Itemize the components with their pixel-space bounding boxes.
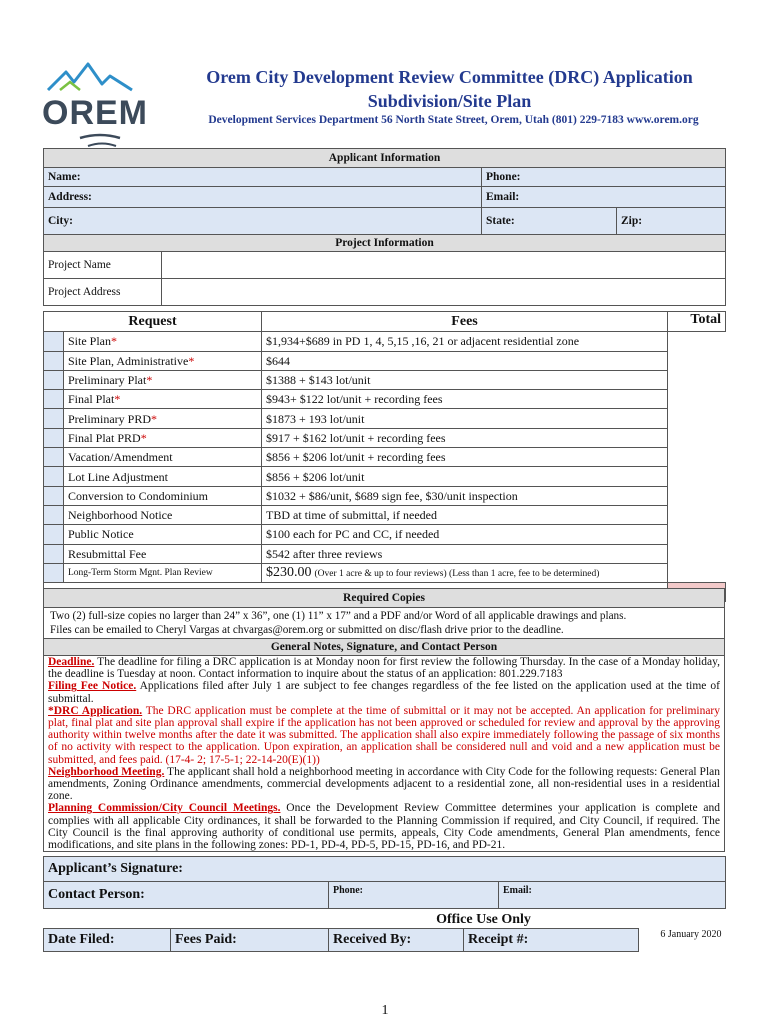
- request-checkbox[interactable]: [44, 370, 64, 389]
- notes-section-title: General Notes, Signature, and Contact Person: [44, 639, 725, 656]
- request-label: Site Plan, Administrative*: [64, 351, 262, 370]
- fees-header: Fees: [262, 312, 668, 332]
- name-field[interactable]: Name:: [44, 168, 482, 187]
- request-label: Preliminary PRD*: [64, 409, 262, 428]
- fee-row: [44, 486, 726, 505]
- request-label: Conversion to Condominium: [64, 486, 262, 505]
- project-address-label: Project Address: [44, 279, 162, 306]
- fee-amount: $856 + $206 lot/unit + recording fees: [262, 448, 668, 467]
- received-by-field[interactable]: Received By:: [329, 929, 464, 952]
- fee-storm: $230.00 (Over 1 acre & up to four reviews) (Less than 1 acre, fee to be determined): [262, 563, 668, 582]
- orem-logo: [40, 60, 170, 152]
- fee-row: [44, 428, 726, 447]
- applicant-section-title: Applicant Information: [44, 149, 726, 168]
- request-label: Vacation/Amendment: [64, 448, 262, 467]
- title-line-1: Orem City Development Review Committee (DRC) Application: [206, 67, 693, 87]
- fees-table: [43, 311, 726, 602]
- checkbox-storm[interactable]: [44, 563, 64, 582]
- svg-text:OREM: OREM: [42, 94, 148, 132]
- phone-field[interactable]: Phone:: [482, 168, 726, 187]
- request-label: Preliminary Plat*: [64, 370, 262, 389]
- office-section-title: Office Use Only: [436, 912, 531, 927]
- fee-amount: $917 + $162 lot/unit + recording fees: [262, 428, 668, 447]
- date-filed-field[interactable]: Date Filed:: [44, 929, 171, 952]
- office-use-table: [43, 912, 726, 952]
- fee-amount: $1032 + $86/unit, $689 sign fee, $30/unit inspection: [262, 486, 668, 505]
- request-label: Resubmittal Fee: [64, 544, 262, 563]
- fee-row: [44, 409, 726, 428]
- fee-row: [44, 448, 726, 467]
- contact-email-field[interactable]: Email:: [499, 882, 726, 909]
- request-checkbox[interactable]: [44, 525, 64, 544]
- address-field[interactable]: Address:: [44, 187, 482, 208]
- fee-amount: $1388 + $143 lot/unit: [262, 370, 668, 389]
- note-neighborhood: Neighborhood Meeting. The applicant shall hold a neighborhood meeting in accordance with City Code for the following requests: General Plan amendments, Zoning Ordinance amendments, commercial developments adjacent to a residential zone, all non-residential uses in a residential zone.: [48, 765, 720, 803]
- copies-notes-table: [43, 588, 725, 852]
- fee-row: [44, 390, 726, 409]
- note-deadline: Deadline. The deadline for filing a DRC application is at Monday noon for first review the following Thursday. In the case of a Monday holiday, the deadline is Tuesday at noon. Contact information to inquire about the status of an application: 801.229.7183: [48, 656, 720, 681]
- page-number: 1: [381, 1003, 389, 1018]
- contact-phone-field[interactable]: Phone:: [329, 882, 499, 909]
- request-checkbox[interactable]: [44, 544, 64, 563]
- fees-paid-field[interactable]: Fees Paid:: [171, 929, 329, 952]
- fee-amount: $644: [262, 351, 668, 370]
- request-storm: Long-Term Storm Mgnt. Plan Review: [64, 563, 262, 582]
- revision-date: 6 January 2020: [660, 928, 722, 940]
- fee-row: [44, 351, 726, 370]
- copies-text: Two (2) full-size copies no larger than 24” x 36”, one (1) 11” x 17” and a PDF and/or Word of all applicable drawings and plans. Files can be emailed to Cheryl Vargas at chvargas@orem.org or submitted on disc/flash drive prior to the deadline.: [44, 608, 725, 639]
- email-field[interactable]: Email:: [482, 187, 726, 208]
- title-line-2: Subdivision/Site Plan: [367, 91, 532, 111]
- copies-section-title: Required Copies: [44, 589, 725, 608]
- applicant-project-table: [43, 148, 726, 306]
- request-header: Request: [44, 312, 262, 332]
- request-label: Site Plan*: [64, 332, 262, 351]
- request-checkbox[interactable]: [44, 486, 64, 505]
- zip-field[interactable]: Zip:: [617, 208, 726, 235]
- project-section-title: Project Information: [44, 235, 726, 252]
- signature-field[interactable]: Applicant’s Signature:: [44, 857, 726, 882]
- fee-row: [44, 467, 726, 486]
- fee-amount: TBD at time of submittal, if needed: [262, 505, 668, 524]
- request-checkbox[interactable]: [44, 467, 64, 486]
- project-name-label: Project Name: [44, 252, 162, 279]
- fee-row: [44, 525, 726, 544]
- request-checkbox[interactable]: [44, 428, 64, 447]
- fee-row: [44, 505, 726, 524]
- fee-row: [44, 332, 726, 351]
- project-address-input[interactable]: [162, 279, 726, 306]
- request-checkbox[interactable]: [44, 505, 64, 524]
- request-checkbox[interactable]: [44, 332, 64, 351]
- fee-row: [44, 370, 726, 389]
- state-field[interactable]: State:: [482, 208, 617, 235]
- request-label: Neighborhood Notice: [64, 505, 262, 524]
- signature-table: [43, 856, 726, 909]
- mountain-logo-icon: [40, 60, 170, 152]
- request-label: Final Plat*: [64, 390, 262, 409]
- request-checkbox[interactable]: [44, 390, 64, 409]
- request-label: Final Plat PRD*: [64, 428, 262, 447]
- general-notes: [44, 656, 725, 852]
- fee-amount: $943+ $122 lot/unit + recording fees: [262, 390, 668, 409]
- note-fee: Filing Fee Notice. Applications filed after July 1 are subject to fee changes regardless of the fee listed on the application used at the time of submittal.: [48, 680, 721, 705]
- request-checkbox[interactable]: [44, 351, 64, 370]
- request-label: Lot Line Adjustment: [64, 467, 262, 486]
- fee-amount: $1873 + 193 lot/unit: [262, 409, 668, 428]
- note-planning: Planning Commission/City Council Meetings. Once the Development Review Committee determines your application is complete and complies with all applicable City ordinances, it shall be forwarded to the Planning Commission if required, and City Council, if required. The City Council is the final approving authority of conditional use permits, appeals, City Code amendments, General Plan amendments, fence modifications, and site plans in the following zones: PD-1, PD-4, PD-5, PD-15, PD-16, and PD-21.: [48, 802, 720, 852]
- contact-person-field[interactable]: Contact Person:: [44, 882, 329, 909]
- request-label: Public Notice: [64, 525, 262, 544]
- total-header: Total: [668, 312, 726, 332]
- request-checkbox[interactable]: [44, 409, 64, 428]
- fee-amount: $1,934+$689 in PD 1, 4, 5,15 ,16, 21 or adjacent residential zone: [262, 332, 668, 351]
- note-drc: *DRC Application. The DRC application must be complete at the time of submittal or it may not be accepted. An application for preliminary plat, final plat and site plan approval shall expire if the application has not been approved or scheduled for review and approval by the approving authority within twelve months after the date it was submitted. The application shall also expire immediately following the passage of six months of no activity with respect to the application. Upon expiration, an application shall be considered null and void and a new application must be submitted, and fees paid. (17-4- 2; 17-5-1; 22-14-20(E)(1)): [48, 704, 721, 766]
- fee-amount: $856 + $206 lot/unit: [262, 467, 668, 486]
- city-field[interactable]: City:: [44, 208, 482, 235]
- receipt-field[interactable]: Receipt #:: [464, 929, 639, 952]
- department-info: Development Services Department 56 North State Street, Orem, Utah (801) 229-7183 www.orem.org: [208, 114, 699, 126]
- request-checkbox[interactable]: [44, 448, 64, 467]
- fee-row: [44, 544, 726, 563]
- fee-amount: $542 after three reviews: [262, 544, 668, 563]
- project-name-input[interactable]: [162, 252, 726, 279]
- fee-amount: $100 each for PC and CC, if needed: [262, 525, 668, 544]
